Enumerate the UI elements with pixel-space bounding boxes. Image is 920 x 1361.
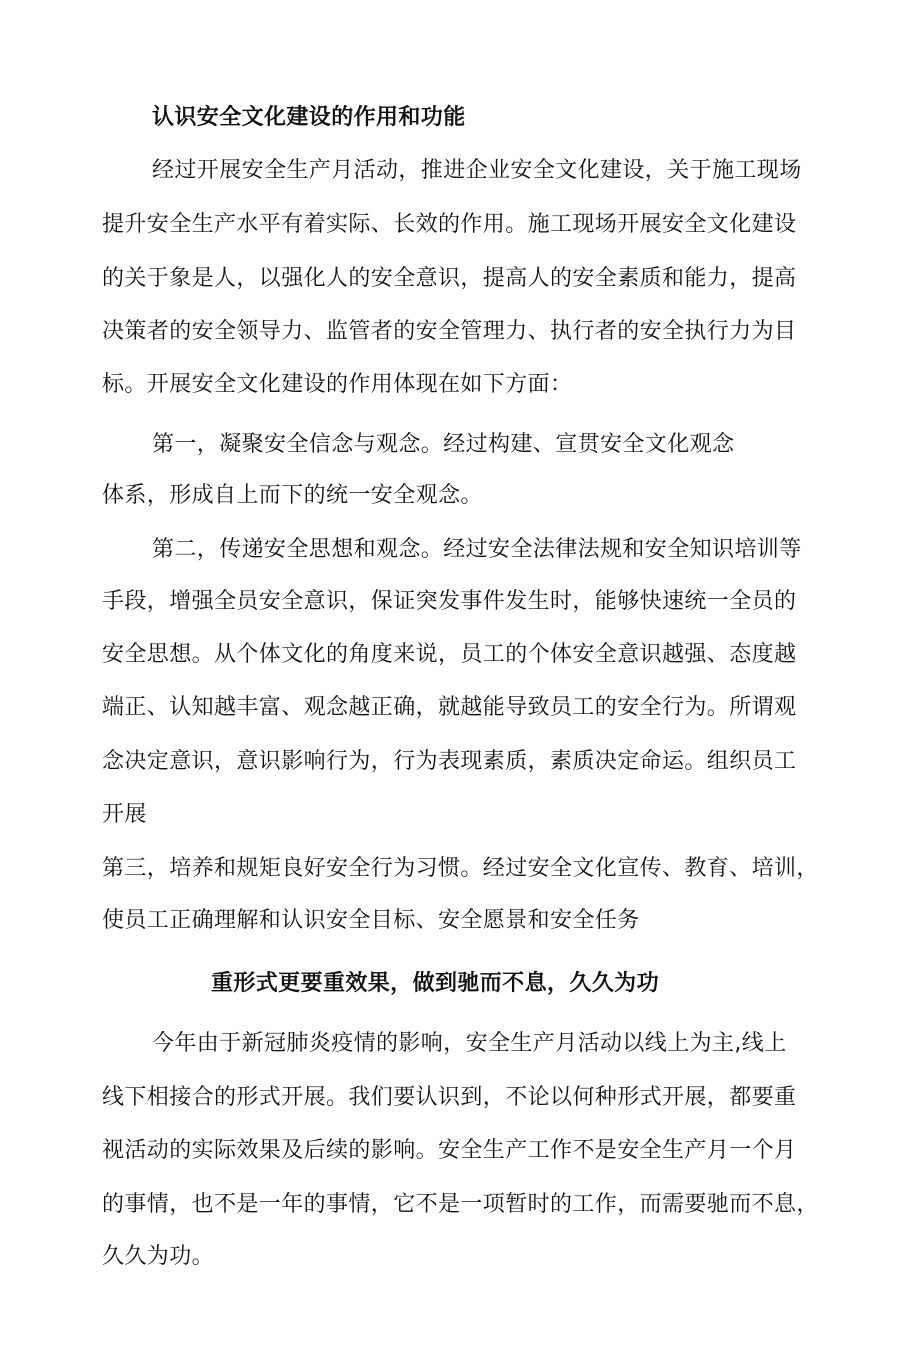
paragraph-3-line-5: 念决定意识，意识影响行为，行为表现素质，素质决定命运。组织员工 — [102, 749, 797, 774]
paragraph-3-line-2: 手段，增强全员安全意识，保证突发事件发生时，能够快速统一全员的 — [102, 589, 797, 614]
paragraph-5-line-5: 久久为功。 — [102, 1244, 215, 1269]
paragraph-1-line-1: 经过开展安全生产月活动，推进企业安全文化建设，关于施工现场 — [152, 158, 802, 183]
paragraph-3-line-6: 开展 — [102, 802, 147, 827]
paragraph-5-line-1: 今年由于新冠肺炎疫情的影响，安全生产月活动以线上为主,线上 — [152, 1031, 787, 1056]
paragraph-1-line-3: 的关于象是人，以强化人的安全意识，提高人的安全素质和能力，提高 — [102, 266, 797, 291]
paragraph-3-line-4: 端正、认知越丰富、观念越正确，就越能导致员工的安全行为。所谓观 — [102, 695, 797, 720]
paragraph-3-line-1: 第二，传递安全思想和观念。经过安全法律法规和安全知识培训等 — [152, 537, 802, 562]
paragraph-4-line-1: 第三，培养和规矩良好安全行为习惯。经过安全文化宣传、教育、培训， — [102, 856, 819, 881]
paragraph-3-line-3: 安全思想。从个体文化的角度来说，员工的个体安全意识越强、态度越 — [102, 642, 797, 667]
paragraph-5-line-2: 线下相接合的形式开展。我们要认识到，不论以何种形式开展，都要重 — [102, 1085, 797, 1110]
section-heading-1: 认识安全文化建设的作用和功能 — [152, 105, 466, 130]
section-heading-2: 重形式更要重效果，做到驰而不息，久久为功 — [210, 971, 659, 996]
paragraph-2-line-1: 第一，凝聚安全信念与观念。经过构建、宣贯安全文化观念 — [152, 432, 735, 457]
paragraph-5-line-3: 视活动的实际效果及后续的影响。安全生产工作不是安全生产月一个月 — [102, 1138, 797, 1163]
paragraph-1-line-4: 决策者的安全领导力、监管者的安全管理力、执行者的安全执行力为目 — [102, 319, 797, 344]
paragraph-2-line-2: 体系，形成自上而下的统一安全观念。 — [102, 483, 483, 508]
paragraph-1-line-2: 提升安全生产水平有着实际、长效的作用。施工现场开展安全文化建设 — [102, 212, 797, 237]
paragraph-1-line-5: 标。开展安全文化建设的作用体现在如下方面： — [102, 372, 573, 397]
paragraph-5-line-4: 的事情，也不是一年的事情，它不是一项暂时的工作，而需要驰而不息， — [102, 1192, 819, 1217]
paragraph-4-line-2: 使员工正确理解和认识安全目标、安全愿景和安全任务 — [102, 908, 640, 933]
